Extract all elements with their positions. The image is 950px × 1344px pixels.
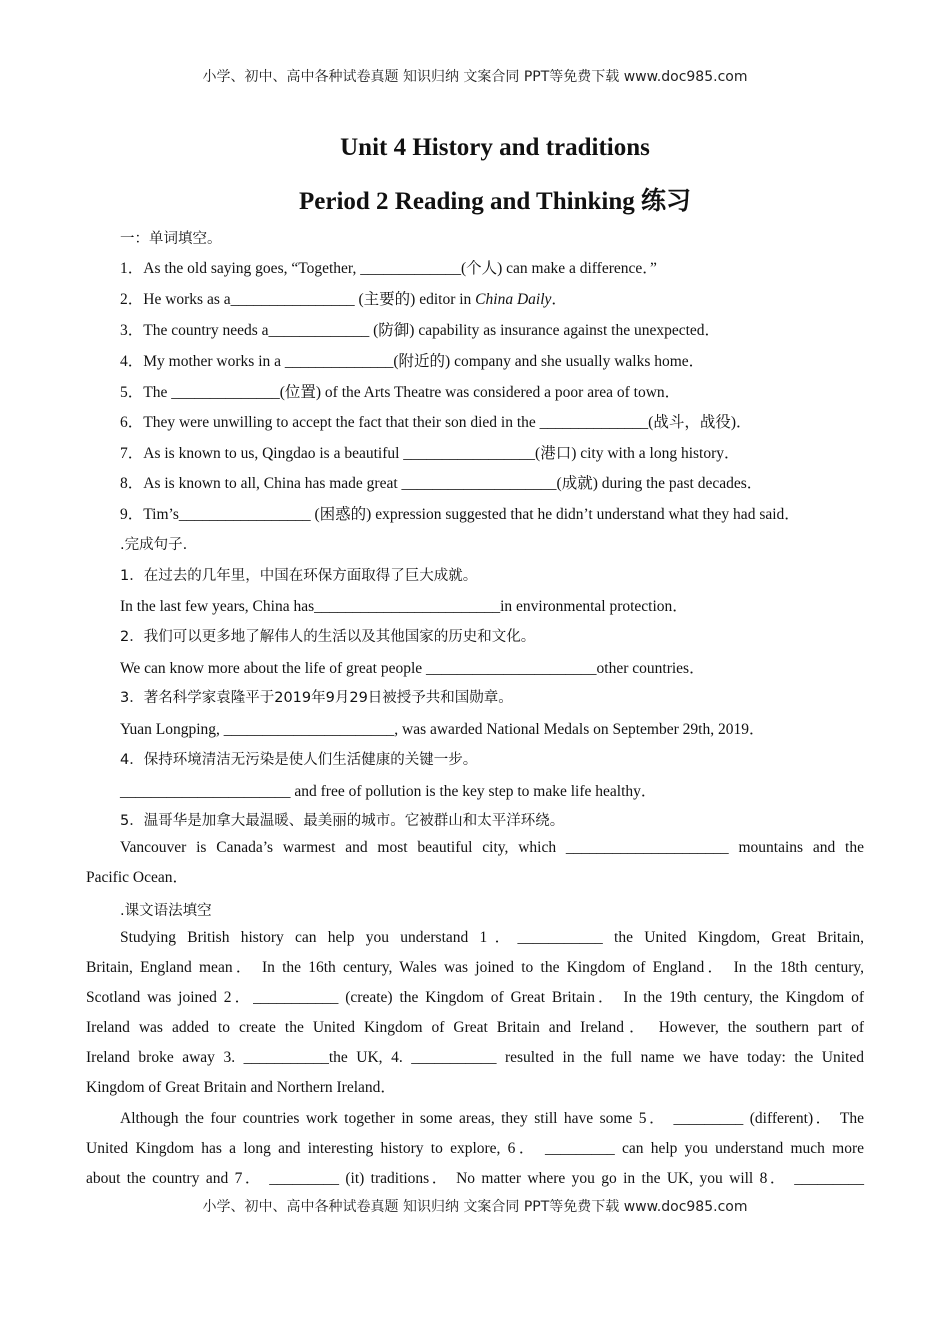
english-sentence: In the last few years, China has________________________in environmental protection． (120, 598, 688, 615)
word-fill-item: 1．As the old saying goes, “Together, _____________(个人) can make a difference．” (120, 260, 657, 277)
passage-line: Ireland was added to create the United Kingdom of Great Britain and Ireland． However, the southern part of (86, 1019, 864, 1036)
passage-paragraph (86, 1104, 864, 1194)
passage-line: Although the four countries work together in some areas, they still have some 5． _________ (different)． The (120, 1110, 864, 1127)
document-title: Unit 4 History and traditions (340, 134, 650, 161)
chinese-prompt: 1．在过去的几年里，中国在环保方面取得了巨大成就。 (120, 568, 478, 584)
chinese-prompt: 3．著名科学家袁隆平于2019年9月29日被授予共和国勋章。 (120, 690, 513, 706)
word-fill-item: 5．The ______________(位置) of the Arts Theatre was considered a poor area of town． (120, 384, 681, 401)
word-fill-item (120, 287, 567, 309)
word-fill-item-text: 2．He works as a________________ (主要的) editor in China Daily． (120, 291, 567, 308)
word-fill-item: 8．As is known to all, China has made great ____________________(成就) during the past decades． (120, 475, 763, 492)
chinese-prompt: 5．温哥华是加拿大最温暖、最美丽的城市。它被群山和太平洋环绕。 (120, 813, 565, 829)
chinese-prompt: 4．保持环境清洁无污染是使人们生活健康的关键一步。 (120, 752, 478, 768)
site-footer-banner: 小学、初中、高中各种试卷真题 知识归纳 文案合同 PPT等免费下载 www.doc985.com (202, 1199, 748, 1215)
passage-paragraph (86, 923, 864, 1103)
word-fill-item: 3．The country needs a_____________ (防御) capability as insurance against the unexpected． (120, 322, 721, 339)
word-fill-item: 7．As is known to us, Qingdao is a beautiful _________________(港口) city with a long history． (120, 445, 740, 462)
english-sentence: We can know more about the life of great people ______________________other countries． (120, 660, 705, 677)
newspaper-name: China Daily (475, 291, 552, 308)
passage-line: Ireland broke away 3. ___________the UK, 4. ___________ resulted in the full name we have today: the United (86, 1049, 864, 1066)
passage-line: Scotland was joined 2．___________ (create) the Kingdom of Great Britain． In the 19th century, the Kingdom of (86, 989, 864, 1006)
section-heading-grammar-fill: .课文语法填空 (120, 903, 212, 919)
passage-line: Studying British history can help you understand 1．___________ the United Kingdom, Great Britain, (120, 929, 864, 946)
english-sentence (86, 833, 864, 893)
sentence-line: Pacific Ocean． (86, 869, 188, 886)
site-header-banner: 小学、初中、高中各种试卷真题 知识归纳 文案合同 PPT等免费下载 www.doc985.com (202, 69, 748, 85)
word-fill-item: 6．They were unwilling to accept the fact that their son died in the ______________(战斗，战役)． (120, 414, 752, 431)
english-sentence: ______________________ and free of pollution is the key step to make life healthy． (120, 783, 657, 800)
word-fill-item: 4．My mother works in a ______________(附近的) company and she usually walks home． (120, 353, 705, 370)
passage-line: Kingdom of Great Britain and Northern Ireland． (86, 1079, 396, 1096)
word-fill-item: 9．Tim’s_________________ (困惑的) expression suggested that he didn’t understand what they had said． (120, 506, 800, 523)
sentence-line: Vancouver is Canada’s warmest and most beautiful city, which _____________________ mountains and the (120, 839, 864, 856)
passage-line: about the country and 7． _________ (it) traditions． No matter where you go in the UK, you will 8． _________ (86, 1170, 864, 1187)
chinese-prompt: 2．我们可以更多地了解伟人的生活以及其他国家的历史和文化。 (120, 629, 536, 645)
section-heading-sentence-completion: .完成句子. (120, 537, 188, 553)
english-sentence: Yuan Longping, ______________________, was awarded National Medals on September 29th, 2019． (120, 721, 765, 738)
passage-line: United Kingdom has a long and interesting history to explore, 6． _________ can help you understand much more (86, 1140, 864, 1157)
passage-line: Britain, England mean． In the 16th century, Wales was joined to the Kingdom of England． In the 18th century, (86, 959, 864, 976)
section-heading-word-fill: 一：单词填空。 (120, 231, 222, 247)
document-subtitle: Period 2 Reading and Thinking 练习 (298, 188, 691, 215)
